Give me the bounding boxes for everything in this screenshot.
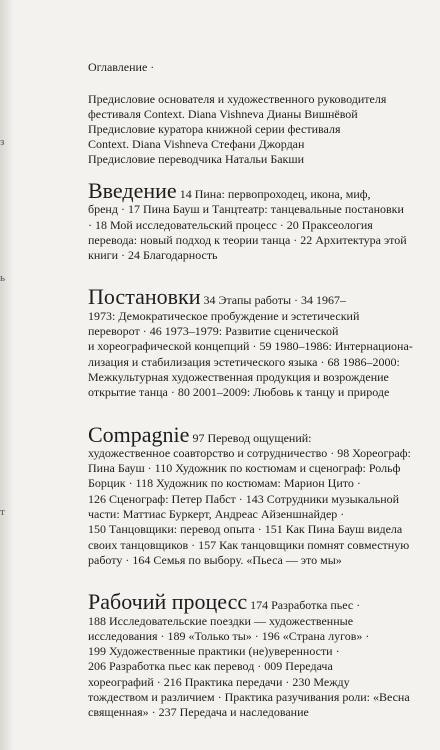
section-line: 188 Исследовательские поездки — художественные — [88, 613, 354, 628]
section-line: лизация и стабилизация эстетического языка · 68 1986–2000: — [88, 354, 400, 369]
section-line: 14 Пина: первопроходец, икона, миф, — [176, 187, 371, 201]
section-line: и хореографической концепций · 59 1980–1986: Интернациона- — [88, 339, 413, 354]
preface-line: Предисловие основателя и художественного руководителя — [88, 92, 387, 106]
page-gutter — [0, 0, 14, 750]
section-introduction — [88, 178, 424, 263]
section-line: переворот · 46 1973–1979: Развитие сценической — [88, 324, 339, 339]
section-line: · 18 Мой исследовательский процесс · 20 Праксеология — [88, 217, 373, 232]
preface-list — [88, 92, 424, 167]
edge-mark: т — [0, 506, 5, 518]
section-line: Пина Бауш · 110 Художник по костюмам и сценограф: Рольф — [88, 461, 401, 476]
section-line: художественное соавторство и сотрудничество · 98 Хореограф: — [88, 445, 411, 460]
edge-mark: ь — [0, 272, 6, 284]
preface-line: Предисловие переводчика Натальи Бакши — [88, 152, 305, 166]
preface-line: Предисловие куратора книжной серии фестиваля — [88, 122, 341, 136]
edge-mark: з — [0, 136, 5, 148]
section-compagnie — [88, 421, 424, 569]
section-line: 206 Разработка пьес как перевод · 009 Передача — [88, 659, 333, 674]
section-work-process — [88, 589, 424, 720]
section-productions — [88, 284, 424, 400]
section-line: открытие танца · 80 2001–2009: Любовь к танцу и природе — [88, 385, 390, 400]
section-heading: Рабочий процесс — [88, 589, 248, 615]
table-of-contents — [88, 60, 424, 745]
section-line: части: Маттиас Буркерт, Андреас Айзеншнайдер · — [88, 507, 345, 522]
section-line: 1973: Демократическое пробуждение и эстетический — [88, 308, 360, 323]
section-line: своих танцовщиков · 157 Как танцовщики помнят совместную — [88, 537, 410, 552]
preface-line: фестиваля Context. Diana Vishneva Дианы Вишнёвой — [88, 107, 358, 121]
section-line: 199 Художественные практики (не)уверенности · — [88, 644, 340, 659]
section-line: перевода: новый подход к теории танца · 22 Архитектура этой — [88, 232, 407, 247]
section-heading: Введение — [88, 178, 177, 203]
section-heading: Постановки — [88, 284, 201, 310]
section-line: 126 Сценограф: Петер Пабст · 143 Сотрудники музыкальной — [88, 491, 400, 506]
section-line: 97 Перевод ощущений: — [189, 430, 312, 445]
toc-title: Оглавление · — [88, 60, 155, 74]
section-line: хореографий · 216 Практика передачи · 230 Между — [88, 674, 350, 689]
section-line: работу · 164 Семья по выбору. «Пьеса — это мы» — [88, 552, 342, 567]
section-line: тождеством и различием · Практика разучивания роли: «Весна — [88, 690, 410, 705]
section-line: Борцик · 118 Художник по костюмам: Марион Цито · — [88, 476, 361, 491]
section-line: исследования · 189 «Только ты» · 196 «Страна лугов» · — [88, 628, 370, 643]
section-line: 174 Разработка пьес · — [247, 598, 361, 613]
section-heading: Compagnie — [88, 421, 190, 447]
section-line: книги · 24 Благодарность — [88, 248, 218, 263]
section-line: 34 Этапы работы · 34 1967– — [200, 293, 347, 308]
section-line: бренд · 17 Пина Бауш и Танцтеатр: танцевальные постановки — [88, 202, 404, 217]
preface-line: Context. Diana Vishneva Стефани Джордан — [88, 137, 305, 151]
section-line: Межкультурная художественная продукция и возрождение — [88, 369, 389, 384]
section-line: священная» · 237 Передача и наследование — [88, 705, 309, 720]
section-line: 150 Танцовщики: перевод опыта · 151 Как Пина Бауш видела — [88, 522, 403, 537]
